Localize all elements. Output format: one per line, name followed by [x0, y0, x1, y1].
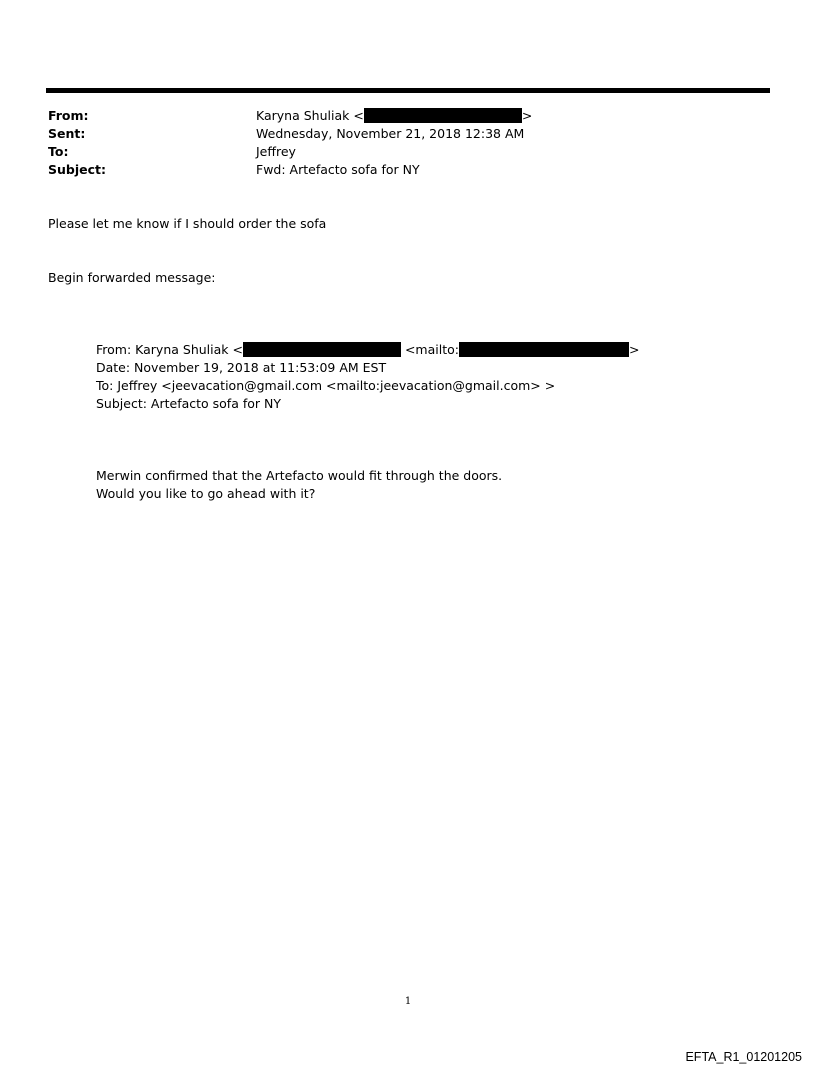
sent-row	[48, 125, 768, 143]
forwarded-from-name: From: Karyna Shuliak <	[96, 342, 243, 357]
to-value: Jeffrey	[256, 144, 296, 159]
sent-value: Wednesday, November 21, 2018 12:38 AM	[256, 126, 525, 141]
from-label: From:	[48, 108, 89, 123]
from-name: Karyna Shuliak <	[256, 108, 364, 123]
redaction-block	[364, 108, 522, 123]
to-row	[48, 143, 768, 161]
document-id: EFTA_R1_01201205	[685, 1050, 802, 1064]
subject-value: Fwd: Artefacto sofa for NY	[256, 162, 420, 177]
from-bracket: >	[521, 108, 533, 123]
forwarded-from-bracket: >	[628, 342, 640, 357]
redaction-block	[459, 342, 629, 357]
forwarded-message-line-2: Would you like to go ahead with it?	[96, 486, 316, 501]
forwarded-subject: Subject: Artefacto sofa for NY	[96, 396, 281, 411]
forwarded-from	[96, 341, 639, 359]
to-label: To:	[48, 144, 69, 159]
sent-label: Sent:	[48, 126, 86, 141]
subject-row	[48, 161, 768, 179]
header-divider	[46, 88, 770, 93]
from-row	[48, 107, 768, 125]
body-line-1: Please let me know if I should order the sofa	[48, 216, 327, 231]
forwarded-date: Date: November 19, 2018 at 11:53:09 AM EST	[96, 360, 387, 375]
page-number: 1	[404, 996, 412, 1007]
redaction-block	[243, 342, 401, 357]
forwarded-to: To: Jeffrey <jeevacation@gmail.com <mailto:jeevacation@gmail.com> >	[96, 378, 556, 393]
from-value	[256, 107, 532, 125]
body-line-2: Begin forwarded message:	[48, 270, 216, 285]
forwarded-message-line-1: Merwin confirmed that the Artefacto would fit through the doors.	[96, 468, 503, 483]
subject-label: Subject:	[48, 162, 106, 177]
forwarded-mailto: <mailto:	[404, 342, 459, 357]
